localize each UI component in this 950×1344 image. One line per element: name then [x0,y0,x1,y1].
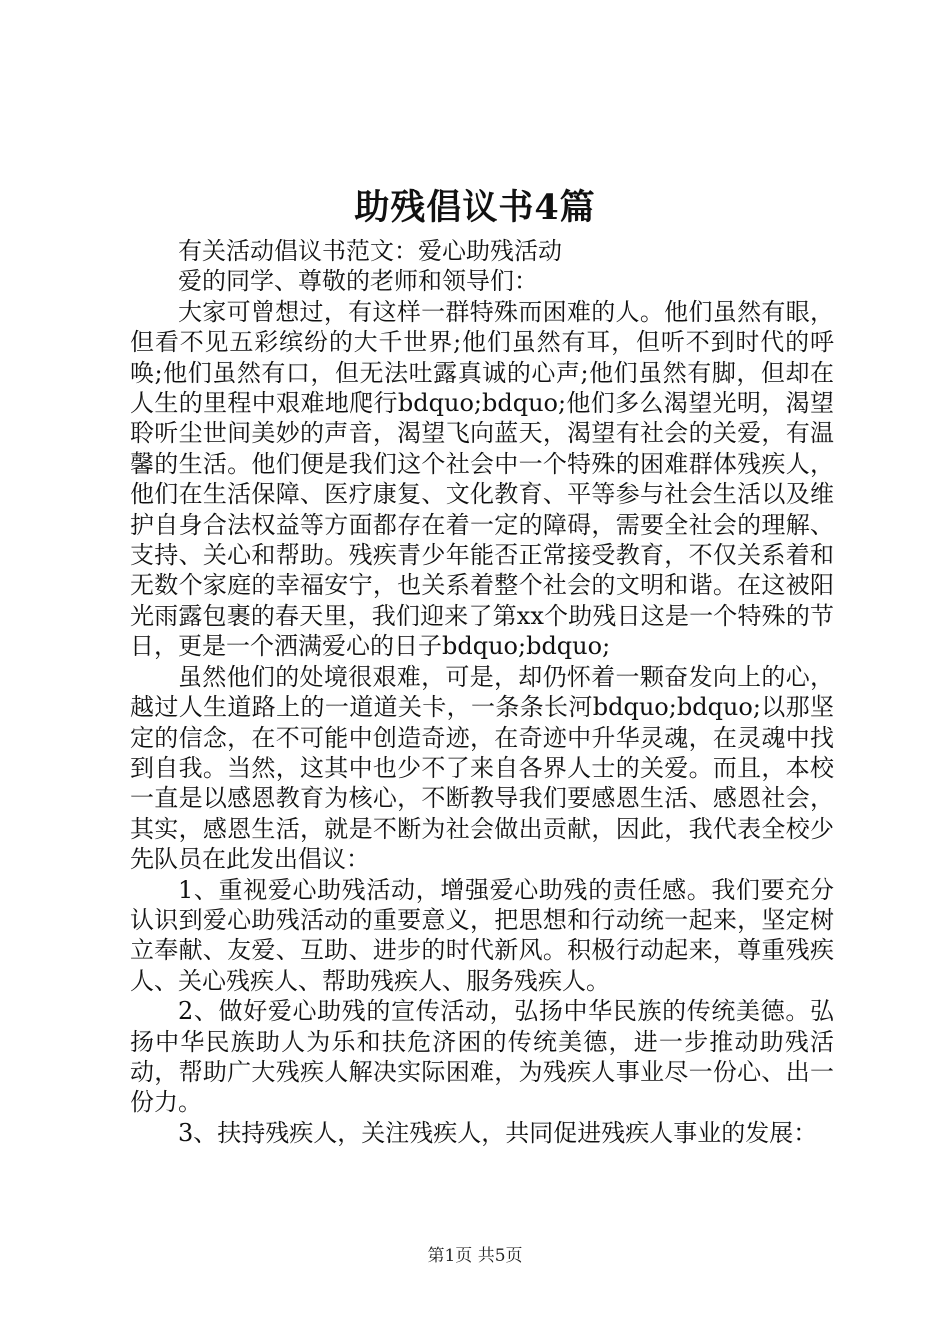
paragraph-item-1: 1、重视爱心助残活动，增强爱心助残的责任感。我们要充分认识到爱心助残活动的重要意义，把思想和行动统一起来，坚定树立奉献、友爱、互助、进步的时代新风。积极行动起来，尊重残疾人、关心残疾人、帮助残疾人、服务残疾人。 [130,875,834,995]
document-body [130,236,834,1148]
paragraph-item-3: 3、扶持残疾人，关注残疾人，共同促进残疾人事业的发展： [178,1118,818,1147]
document-title: 助残倡议书4篇 [354,187,596,228]
paragraph-proposal: 虽然他们的处境很艰难，可是，却仍怀着一颗奋发向上的心，越过人生道路上的一道道关卡，一条条长河bdquo;bdquo;以那坚定的信念，在不可能中创造奇迹，在奇迹中升华灵魂，在灵魂中找到自我。当然，这其中也少不了来自各界人士的关爱。而且，本校一直是以感恩教育为核心，不断教导我们要感恩生活、感恩社会，其实，感恩生活，就是不断为社会做出贡献，因此，我代表全校少先队员在此发出倡议： [130,662,834,874]
paragraph-heading: 有关活动倡议书范文：爱心助残活动 [178,237,562,265]
page-number-footer: 第1页 共5页 [427,1246,523,1266]
paragraph-salutation: 爱的同学、尊敬的老师和领导们： [178,267,538,296]
paragraph-intro: 大家可曾想过，有这样一群特殊而困难的人。他们虽然有眼，但看不见五彩缤纷的大千世界;他们虽然有耳，但听不到时代的呼唤;他们虽然有口，但无法吐露真诚的心声;他们虽然有脚，但却在人生的里程中艰难地爬行bdquo;bdquo;他们多么渴望光明，渴望聆听尘世间美妙的声音，渴望飞向蓝天，渴望有社会的关爱，有温馨的生活。他们便是我们这个社会中一个特殊的困难群体残疾人，他们在生活保障、医疗康复、文化教育、平等参与社会生活以及维护自身合法权益等方面都存在着一定的障碍，需要全社会的理解、支持、关心和帮助。残疾青少年能否正常接受教育，不仅关系着和无数个家庭的幸福安宁，也关系着整个社会的文明和谐。在这被阳光雨露包裹的春天里，我们迎来了第xx个助残日这是一个特殊的节日，更是一个洒满爱心的日子bdquo;bdquo; [130,297,834,661]
paragraph-item-2: 2、做好爱心助残的宣传活动，弘扬中华民族的传统美德。弘扬中华民族助人为乐和扶危济困的传统美德，进一步推动助残活动，帮助广大残疾人解决实际困难，为残疾人事业尽一份心、出一份力。 [130,997,834,1117]
